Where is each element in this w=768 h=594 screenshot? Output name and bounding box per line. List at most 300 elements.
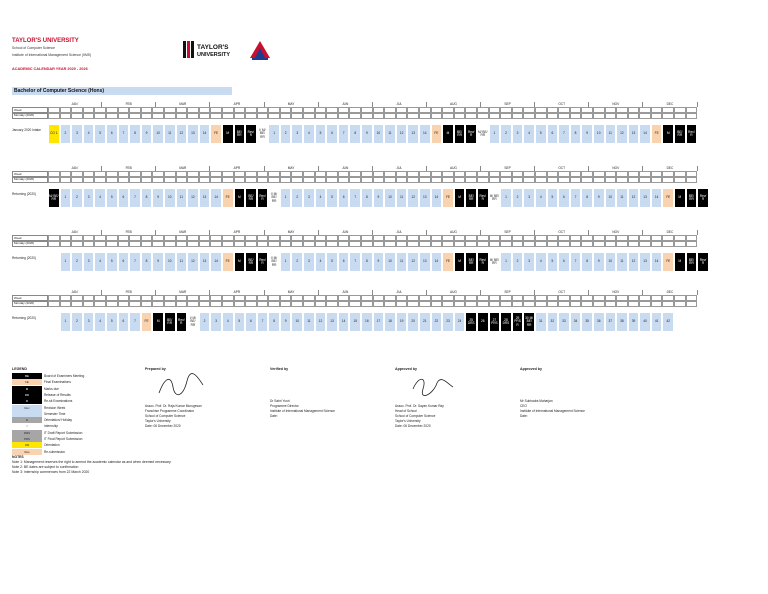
legend-label: Revision Week [44, 405, 66, 410]
monday-row-label: Monday (2020) [12, 176, 48, 183]
monday-cell [106, 176, 118, 183]
calendar-status-cell: 33 [558, 312, 570, 332]
monday-cell [639, 240, 651, 247]
calendar-status-cell: 1 [489, 124, 501, 144]
monday-cell [94, 112, 106, 119]
calendar-status-cell: 14 [651, 252, 663, 272]
legend-item [12, 411, 65, 417]
calendar-status-cell: M [454, 252, 466, 272]
calendar-status-cell: 3 [83, 312, 95, 332]
prepared-role: Franchise Programme Coordinator [145, 409, 195, 413]
calendar-status-cell: 9 [373, 252, 385, 272]
monday-cell [477, 240, 489, 247]
legend-swatch: OR [12, 442, 42, 448]
legend-swatch: DRS [12, 430, 42, 436]
monday-cell [662, 300, 674, 307]
monday-cell [257, 112, 269, 119]
monday-cell [373, 112, 385, 119]
calendar-status-cell: 2 [512, 252, 524, 272]
calendar-status-cell: 14 [431, 252, 443, 272]
calendar-status-cell: 4 [94, 312, 106, 332]
calendar-status-cell: 4 [523, 124, 535, 144]
monday-row [12, 300, 697, 307]
calendar-status-cell: FE [210, 124, 222, 144]
month-label: JUN [319, 102, 373, 107]
monday-cell [338, 112, 350, 119]
calendar-status-cell: 12 [407, 252, 419, 272]
monday-cell [523, 240, 535, 247]
monday-cell [442, 112, 454, 119]
monday-cell [605, 112, 617, 119]
monday-cell [512, 240, 524, 247]
month-label: JUL [373, 102, 427, 107]
verified-role: Programme Director [270, 404, 299, 408]
calendar-status-cell: 7 [570, 188, 582, 208]
monday-cell [199, 240, 211, 247]
calendar-status-cell: FE [222, 188, 234, 208]
calendar-status-cell: 6 [558, 188, 570, 208]
monday-cell [48, 300, 60, 307]
month-label: JUL [373, 290, 427, 295]
prepared-signature [155, 371, 205, 399]
calendar-status-cell: 1 [60, 188, 72, 208]
monday-cell [187, 300, 199, 307]
monday-cell [83, 300, 95, 307]
monday-row-label: Monday (2020) [12, 300, 48, 307]
calendar-status-cell: 10 [384, 188, 396, 208]
calendar-status-cell: 14 [199, 124, 211, 144]
month-label: FEB [102, 230, 156, 235]
calendar-status-cell: 8 [141, 252, 153, 272]
monday-cell [639, 112, 651, 119]
monday-cell [268, 300, 280, 307]
monday-cell [303, 112, 315, 119]
calendar-status-cell: 12 [616, 124, 628, 144]
legend-label: Internship [44, 424, 58, 429]
calendar-status-cell: BE/ RR [164, 312, 176, 332]
month-label: NOV [589, 290, 643, 295]
calendar-status-cell: Rev/ R [686, 124, 698, 144]
monday-cell [222, 300, 234, 307]
calendar-status-cell: 17 [373, 312, 385, 332]
monday-cell [454, 300, 466, 307]
monday-cell [512, 176, 524, 183]
monday-cell [419, 240, 431, 247]
monday-cell [558, 300, 570, 307]
monday-cell [686, 176, 698, 183]
monday-cell [500, 240, 512, 247]
calendar-status-cell: 9 [141, 124, 153, 144]
month-label: MAY [265, 166, 319, 171]
monday-cell [71, 240, 83, 247]
monday-cell [349, 240, 361, 247]
calendar-status-cell: 11 [164, 124, 176, 144]
monday-cell [616, 112, 628, 119]
monday-cell [489, 112, 501, 119]
legend-swatch: H [12, 417, 42, 423]
calendar-status-cell: 6 [245, 312, 257, 332]
approved1-role: Head of School [395, 409, 417, 413]
calendar-status-cell: M [674, 252, 686, 272]
monday-cell [118, 112, 130, 119]
legend-swatch: Rev [12, 405, 42, 411]
legend-swatch: BE [12, 373, 42, 379]
monday-cell [558, 240, 570, 247]
calendar-status-cell: 14 [419, 124, 431, 144]
monday-cell [234, 112, 246, 119]
month-label: JUN [319, 230, 373, 235]
calendar-status-cell: 3 [523, 252, 535, 272]
legend-item [12, 417, 72, 423]
legend-label: Orientation [44, 443, 60, 448]
intake-label: Returning (2020) [12, 192, 36, 196]
monday-cell [477, 112, 489, 119]
legend-label: IT Final Report Submission [44, 437, 83, 441]
monday-cell [338, 300, 350, 307]
monday-cell [199, 176, 211, 183]
monday-cell [222, 112, 234, 119]
month-label: SEP [481, 230, 535, 235]
calendar-status-cell: 3 [83, 252, 95, 272]
calendar-status-cell: 6 [326, 124, 338, 144]
monday-cell [199, 112, 211, 119]
monday-cell [176, 300, 188, 307]
month-label: MAY [265, 102, 319, 107]
approved2-role: CEO [520, 404, 527, 408]
calendar-status-cell [48, 252, 60, 272]
monday-cell [291, 176, 303, 183]
monday-cell [152, 112, 164, 119]
calendar-status-cell [48, 312, 60, 332]
monday-cell [187, 176, 199, 183]
prepared-org2: Taylor's University [145, 419, 171, 423]
calendar-status-cell: I/ M/ BE/ RR [257, 124, 269, 144]
calendar-status-cell: 14 [651, 188, 663, 208]
monday-cell [628, 240, 640, 247]
month-label: OCT [535, 230, 589, 235]
calendar-status-cell: M [442, 124, 454, 144]
calendar-status-cell: 8 [268, 312, 280, 332]
monday-cell [477, 300, 489, 307]
intake-label: Returning (2020) [12, 316, 36, 320]
approved1-heading: Approved by [395, 367, 417, 371]
monday-cell [303, 300, 315, 307]
calendar-status-cell: FE [431, 124, 443, 144]
calendar-status-cell: 7 [257, 312, 269, 332]
month-label: MAR [156, 290, 210, 295]
monday-cell [489, 300, 501, 307]
monday-cell [605, 300, 617, 307]
legend-swatch: Res [12, 449, 42, 455]
monday-cell [535, 300, 547, 307]
calendar-status-cell: 12 [407, 188, 419, 208]
monday-cell [257, 240, 269, 247]
month-label: NOV [589, 166, 643, 171]
monday-cell [349, 300, 361, 307]
calendar-status-cell: 13 [628, 124, 640, 144]
monday-cell [315, 176, 327, 183]
monday-cell [326, 240, 338, 247]
monday-cell [48, 112, 60, 119]
calendar-status-cell: M/ BE/ RR [48, 188, 60, 208]
calendar-status-cell: 9 [593, 252, 605, 272]
calendar-status-cell: FE [662, 188, 674, 208]
monday-cell [187, 240, 199, 247]
monday-cell [106, 240, 118, 247]
calendar-status-cell: 3 [210, 312, 222, 332]
legend-label: Final Examinations [44, 380, 71, 385]
prepared-name: Assoc. Prof. Dr. Raja Kumar Murugesan [145, 404, 202, 408]
monday-cell [535, 176, 547, 183]
monday-cell [94, 176, 106, 183]
monday-cell [291, 300, 303, 307]
monday-cell [164, 112, 176, 119]
calendar-status-cell: 6 [547, 124, 559, 144]
monday-cell [570, 112, 582, 119]
monday-cell [396, 112, 408, 119]
monday-cell [210, 300, 222, 307]
month-label: DEC [643, 102, 697, 107]
calendar-status-cell: 6 [118, 312, 130, 332]
month-label: OCT [535, 166, 589, 171]
calendar-status-cell: 5 [106, 188, 118, 208]
calendar-status-cell: 9 [361, 124, 373, 144]
calendar-status-cell: 32 [547, 312, 559, 332]
monday-cell [593, 176, 605, 183]
calendar-status-cell: 1 [500, 188, 512, 208]
note-3: Note 3: Internship commences from 22 March 2020 [12, 470, 90, 474]
calendar-status-cell: 12 [315, 312, 327, 332]
month-label: MAR [156, 102, 210, 107]
calendar-status-cell: Rev/ R [477, 252, 489, 272]
calendar-status-cell: 4 [94, 252, 106, 272]
month-label: OCT [535, 102, 589, 107]
note-2: Note 2: BE dates are subject to confirmation [12, 465, 79, 469]
prepared-date: Date: 06 December 2020 [145, 424, 181, 428]
calendar-status-cell: 12 [187, 252, 199, 272]
monday-cell [349, 112, 361, 119]
month-label: DEC [643, 166, 697, 171]
monday-cell [338, 176, 350, 183]
monday-cell [454, 176, 466, 183]
notes-heading: NOTES [12, 455, 24, 459]
calendar-status-cell: 41 [651, 312, 663, 332]
monday-cell [465, 240, 477, 247]
calendar-status-cell: 9 [152, 188, 164, 208]
legend-item [12, 436, 82, 442]
calendar-status-cell: 5 [106, 312, 118, 332]
monday-cell [628, 300, 640, 307]
calendar-status-cell: 9 [581, 124, 593, 144]
calendar-status-cell: 11 [303, 312, 315, 332]
calendar-status-cell: 18 [384, 312, 396, 332]
calendar-status-cell: M/ BE/ RR [489, 188, 501, 208]
calendar-status-cell: 13 [326, 312, 338, 332]
monday-cell [431, 112, 443, 119]
monday-cell [616, 300, 628, 307]
legend-label: Orientation/ Holiday [44, 418, 72, 423]
monday-cell [268, 176, 280, 183]
calendar-status-cell: 5 [106, 252, 118, 272]
monday-cell [489, 176, 501, 183]
calendar-status-cell: 1 [280, 252, 292, 272]
calendar-status-cell: 11 [396, 188, 408, 208]
calendar-status-cell: 10 [291, 312, 303, 332]
calendar-status-cell: BE/ RR [686, 188, 698, 208]
monday-cell [141, 176, 153, 183]
monday-cell [373, 176, 385, 183]
monday-cell [396, 176, 408, 183]
month-label: SEP [481, 166, 535, 171]
month-label: APR [210, 102, 264, 107]
legend-heading: LEGEND [12, 367, 27, 371]
calendar-status-cell: 4 [315, 188, 327, 208]
iims-logo [248, 38, 272, 62]
program-title: Bachelor of Computer Science (Hons) [14, 88, 105, 94]
calendar-status-cell: 4 [222, 312, 234, 332]
calendar-status-cell: BE/ RR [465, 188, 477, 208]
monday-cell [234, 176, 246, 183]
monday-cell [500, 300, 512, 307]
calendar-status-cell: Rev/ R [697, 188, 709, 208]
monday-cell [94, 240, 106, 247]
month-label: JAN [48, 230, 102, 235]
calendar-status-cell: 26 [477, 312, 489, 332]
monday-cell [199, 300, 211, 307]
month-label: FEB [102, 290, 156, 295]
monday-cell [639, 300, 651, 307]
monday-cell [60, 176, 72, 183]
monday-row [12, 112, 697, 119]
calendar-status-cell: 22 [431, 312, 443, 332]
monday-cell [558, 112, 570, 119]
monday-cell [605, 176, 617, 183]
calendar-status-cell: 11 [616, 188, 628, 208]
monday-cell [662, 176, 674, 183]
calendar-status-cell: 35 [581, 312, 593, 332]
calendar-status-cell: 12 [396, 124, 408, 144]
monday-cell [60, 300, 72, 307]
calendar-status-cell: 8 [570, 124, 582, 144]
monday-cell [651, 112, 663, 119]
calendar-status-cell: 11 [384, 124, 396, 144]
calendar-status-cell: 7 [349, 252, 361, 272]
calendar-status-cell: 13 [187, 124, 199, 144]
monday-cell [535, 240, 547, 247]
calendar-status-cell: 2 [512, 188, 524, 208]
monday-cell [512, 300, 524, 307]
calendar-status-cell: 40 [639, 312, 651, 332]
monday-cell [431, 240, 443, 247]
monday-cell [373, 240, 385, 247]
calendar-status-cell: 6 [338, 252, 350, 272]
monday-cell [477, 176, 489, 183]
monday-cell [535, 112, 547, 119]
calendar-status-cell: M [454, 188, 466, 208]
monday-cell [407, 240, 419, 247]
monday-cell [118, 240, 130, 247]
month-label: FEB [102, 102, 156, 107]
monday-cell [118, 300, 130, 307]
calendar-status-cell: 13 [199, 188, 211, 208]
calendar-status-cell: 4 [94, 188, 106, 208]
calendar-status-cell: 13 [639, 188, 651, 208]
calendar-status-cell: 11 [176, 188, 188, 208]
calendar-status-cell: BE/ RR [686, 252, 698, 272]
calendar-status-cell: 4 [303, 124, 315, 144]
monday-row [12, 176, 697, 183]
calendar-status-cell: 6 [118, 188, 130, 208]
monday-cell [547, 300, 559, 307]
calendar-status-cell: FE [141, 312, 153, 332]
monday-cell [280, 176, 292, 183]
monday-cell [523, 176, 535, 183]
monday-cell [349, 176, 361, 183]
monday-cell [662, 240, 674, 247]
monday-cell [234, 300, 246, 307]
legend-swatch: RR [12, 392, 42, 398]
monday-cell [257, 300, 269, 307]
month-label: SEP [481, 102, 535, 107]
calendar-status-cell: 7 [129, 252, 141, 272]
calendar-status-cell: Rev/ R [697, 252, 709, 272]
calendar-status-cell: FE [651, 124, 663, 144]
monday-cell [431, 176, 443, 183]
month-label: DEC [643, 290, 697, 295]
calendar-status-cell: 19 [396, 312, 408, 332]
calendar-status-cell: 14 [431, 188, 443, 208]
calendar-status-cell: 5 [547, 252, 559, 272]
monday-cell [187, 112, 199, 119]
calendar-status-cell: 4 [535, 188, 547, 208]
monday-cell [593, 112, 605, 119]
month-label: DEC [643, 230, 697, 235]
legend-swatch: I [12, 423, 42, 429]
calendar-status-cell: I/ M/ BE/ RR [268, 188, 280, 208]
monday-cell [315, 112, 327, 119]
approved1-name: Assoc. Prof. Dr. Sayan Kumar Ray [395, 404, 444, 408]
calendar-status-cell: 1 [60, 252, 72, 272]
legend-swatch: FE [12, 379, 42, 385]
calendar-status-cell: 10 [373, 124, 385, 144]
monday-cell [662, 112, 674, 119]
monday-cell [384, 176, 396, 183]
calendar-status-cell: M/ BE/ RR [489, 252, 501, 272]
month-label: NOV [589, 102, 643, 107]
calendar-status-cell: 15 [349, 312, 361, 332]
month-label: JAN [48, 290, 102, 295]
monday-cell [118, 176, 130, 183]
calendar-status-cell: 8 [141, 188, 153, 208]
approved2-heading: Approved by [520, 367, 542, 371]
university-name: TAYLOR'S UNIVERSITY [12, 38, 79, 44]
calendar-status-cell: 2 [71, 252, 83, 272]
monday-cell [465, 300, 477, 307]
calendar-status-cell: 21 [419, 312, 431, 332]
monday-cell [315, 300, 327, 307]
calendar-status-cell: 10 [593, 124, 605, 144]
calendar-status-cell: 7 [129, 312, 141, 332]
calendar-status-cell: 2 [280, 124, 292, 144]
calendar-status-cell: 13 [419, 188, 431, 208]
monday-cell [164, 240, 176, 247]
monday-cell [465, 112, 477, 119]
monday-cell [361, 112, 373, 119]
monday-cell [129, 240, 141, 247]
calendar-status-cell: 5 [234, 312, 246, 332]
calendar-status-cell: 6 [338, 188, 350, 208]
approved1-signature [407, 371, 457, 399]
